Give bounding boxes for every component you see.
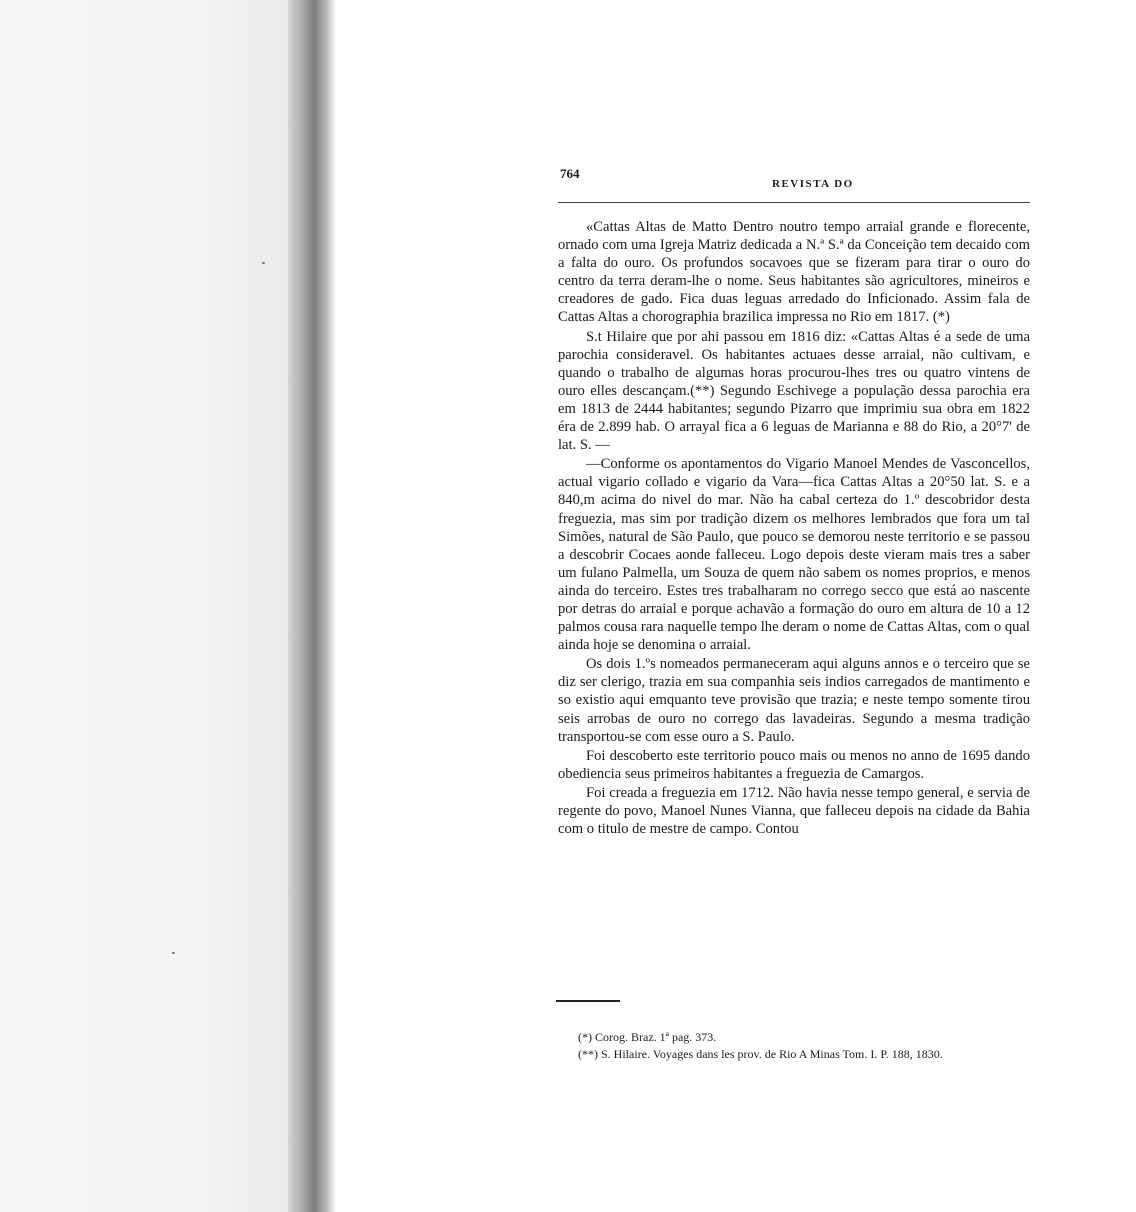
paper-speck [172,952,175,954]
paragraph: Os dois 1.ºs nomeados permaneceram aqui alguns annos e o terceiro que se diz ser clerigo, trazia em sua companhia seis indios carregados de mantimento e so existio aqui emquanto teve provisão que trazia; e neste tempo somente tirou seis arrobas de ouro no corrego das lavadeiras. Segundo a mesma tradição transportou-se com esse ouro a S. Paulo. [558,656,1030,745]
page-number: 764 [560,166,580,181]
footnote: (*) Corog. Braz. 1ª pag. 373. [578,1030,717,1044]
body-text [558,218,1030,839]
footnote: (**) S. Hilaire. Voyages dans les prov. de Rio A Minas Tom. I. P. 188, 1830. [578,1047,943,1061]
page-header [560,166,1030,196]
footnotes [556,1030,1034,1064]
book-gutter-shadow [288,0,336,1212]
paragraph: S.t Hilaire que por ahi passou em 1816 diz: «Cattas Altas é a sede de uma parochia consideravel. Os habitantes actuaes desse arraial, não cultivam, e quando o trabalho de algumas horas procurou-lhes tres ou quatro vintens de ouro elles descançam.(**) Segundo Eschivege a população dessa parochia era em 1813 de 2444 habitantes; segundo Pizarro que imprimiu sua obra em 1822 éra de 2.899 hab. O arrayal fica a 6 leguas de Marianna e 88 do Rio, a 20°7' de lat. S. — [558,328,1030,454]
running-head: REVISTA DO [772,178,854,190]
footnote-rule [556,1000,620,1002]
header-rule [558,202,1030,203]
paragraph: Foi descoberto este territorio pouco mais ou menos no anno de 1695 dando obediencia seus primeiros habitantes a freguezia de Camargos. [558,747,1030,782]
paper-speck [262,262,265,264]
paragraph: «Cattas Altas de Matto Dentro noutro tempo arraial grande e florecente, ornado com uma Igreja Matriz dedicada a N.ª S.ª da Conceição tem decaido com a falta do ouro. Os profundos socavoes que se fizeram para tirar o ouro do centro da terra deram-lhe o nome. Seus habitantes são agricultores, mineiros e creadores de gado. Fica duas leguas arredado do Inficionado. Assim fala de Cattas Altas a chorographia brazilica impressa no Rio em 1817. (*) [558,219,1030,326]
paragraph: —Conforme os apontamentos do Vigario Manoel Mendes de Vasconcellos, actual vigario collado e vigario da Vara—fica Cattas Altas a 20°50 lat. S. e a 840,m acima do nivel do mar. Não ha cabal certeza do 1.º descobridor desta freguezia, mas sim por tradição dizem os melhores lembrados que fora um tal Simões, natural de São Paulo, que pouco se demorou neste territorio e se passou a descobrir Cocaes aonde falleceu. Logo depois deste vieram mais tres a saber um fulano Palmella, um Souza de quem não sabem os nomes proprios, e menos ainda do terceiro. Estes tres trabalharam no corrego secco que está ao nascente por detras do arraial e porque achavão a formação do ouro em altura de 10 a 12 palmos cousa rara naquelle tempo lhe deram o nome de Cattas Altas, com o qual ainda hoje se denomina o arraial. [558,456,1030,654]
left-page-margin [0,0,300,1212]
paragraph: Foi creada a freguezia em 1712. Não havia nesse tempo general, e servia de regente do povo, Manoel Nunes Vianna, que falleceu depois na cidade da Bahia com o titulo de mestre de campo. Contou [558,784,1030,838]
